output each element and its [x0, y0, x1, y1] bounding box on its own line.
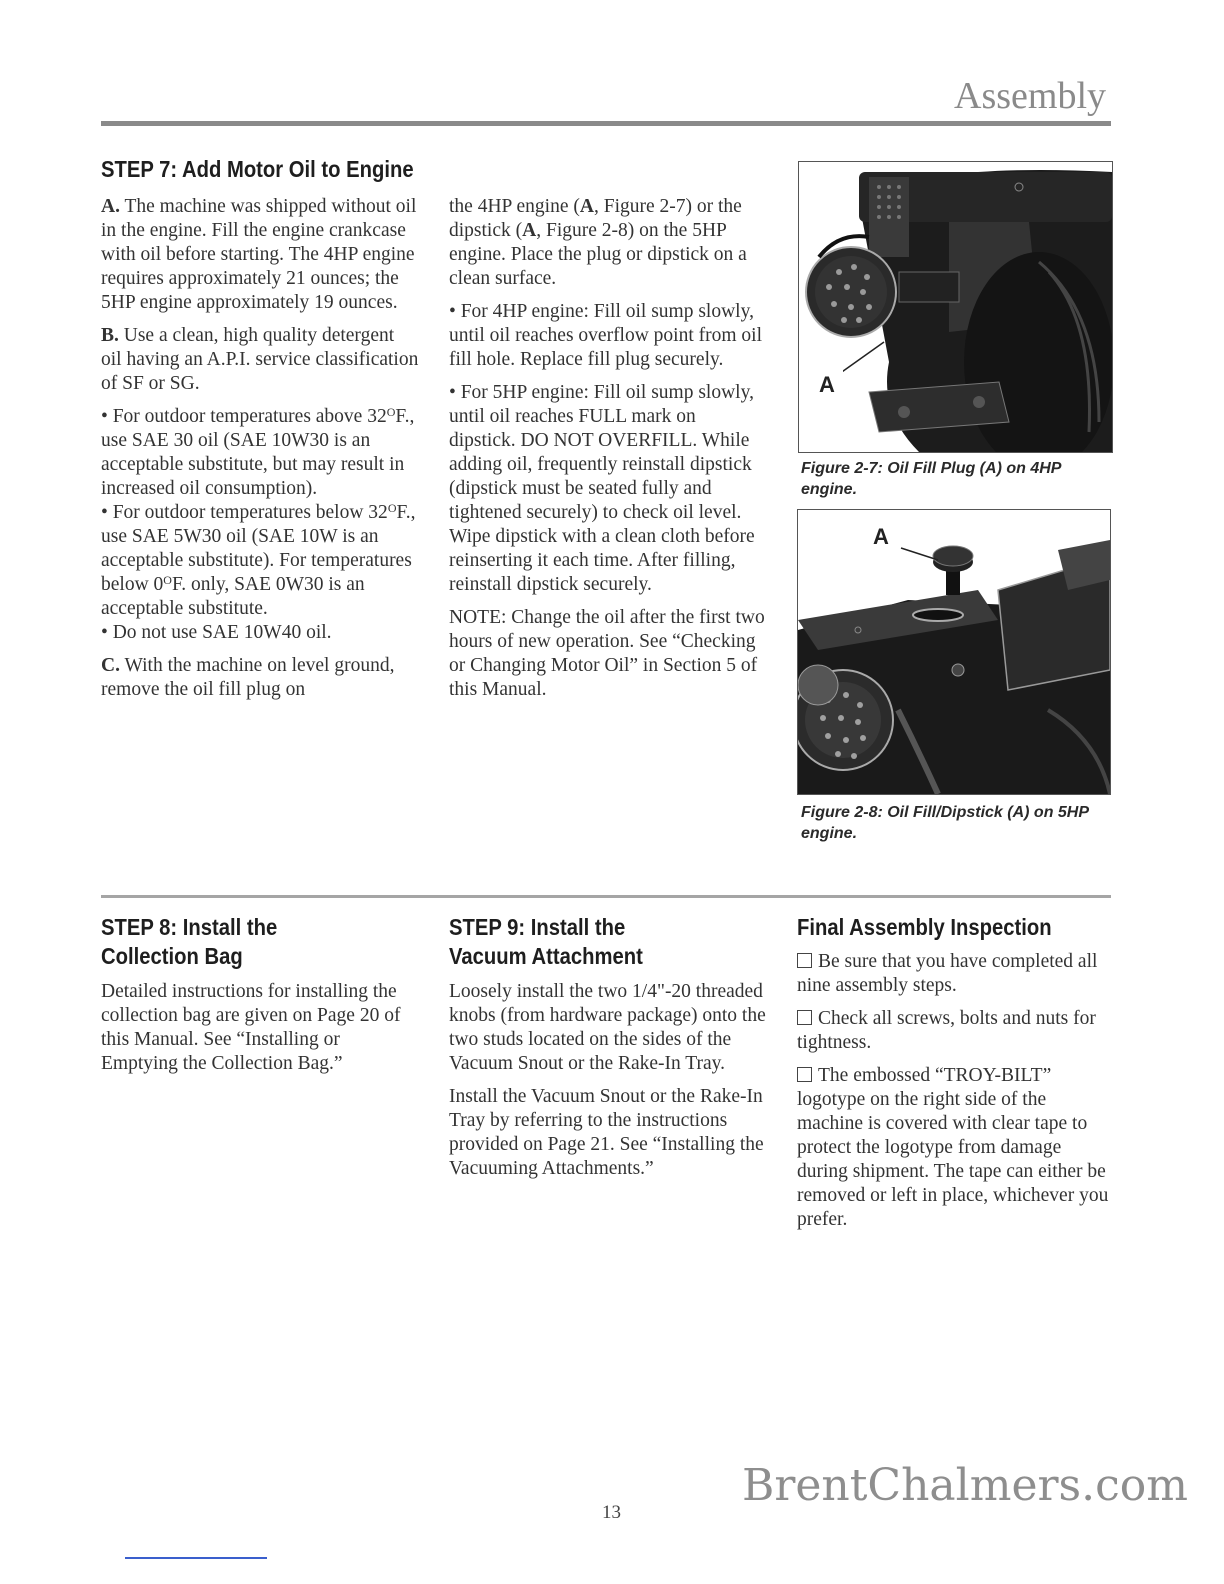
checkbox-icon — [797, 1067, 812, 1082]
step7-bullet-3: • Do not use SAE 10W40 oil. — [101, 622, 332, 643]
checkbox-icon — [797, 953, 812, 968]
figure-2-8-caption: Figure 2-8: Oil Fill/Dipstick (A) on 5HP engine. — [801, 804, 1089, 842]
figure-2-8 — [797, 509, 1111, 795]
step8-text: Detailed instructions for installing the collection bag are given on Page 20 of this Manual. See “Installing or Emptying the Collection Bag.” — [101, 981, 401, 1074]
step7-bullet-1: • For outdoor temperatures above $32^OF$., use SAE 30 oil (SAE 10W30 is an acceptable substitute, but may result in increased oil consumption). — [101, 405, 415, 499]
step7-column-1 — [101, 195, 419, 711]
engine-5hp-illustration — [798, 510, 1110, 794]
watermark: BrentChalmers.com — [742, 1460, 1188, 1511]
step7-para-a: A. The machine was shipped without oil in the engine. Fill the engine crankcase with oil before starting. The 4HP engine requires approximately 21 ounces; the 5HP engine approximately 19 ounces. — [101, 196, 417, 313]
step7-5hp-bullet: • For 5HP engine: Fill oil sump slowly, until oil reaches FULL mark on dipstick. DO NOT OVERFILL. While adding oil, frequently reinstall dipstick (dipstick must be seated fully and tightened securely) to check oil level. Wipe dipstick with a clean cloth before reinserting it each time. After filling, reinstall dipstick securely. — [449, 382, 755, 595]
footer-line — [125, 1557, 267, 1559]
checkbox-icon — [797, 1010, 812, 1025]
step7-title: STEP 7: Add Motor Oil to Engine — [101, 156, 414, 182]
final-inspection-list — [797, 950, 1115, 1241]
step7-4hp-bullet: • For 4HP engine: Fill oil sump slowly, until oil reaches overflow point from oil fill hole. Replace fill plug securely. — [449, 301, 763, 370]
step7-para-c-cont: the 4HP engine (A, Figure 2-7) or the dipstick (A, Figure 2-8) on the 5HP engine. Place the plug or dipstick on a clean surface. — [449, 196, 747, 289]
step9-title: STEP 9: Install the Vacuum Attachment — [449, 914, 643, 969]
step9-text — [449, 980, 767, 1190]
checklist-item: Check all screws, bolts and nuts for tightness. — [797, 1008, 1096, 1053]
checklist-item: Be sure that you have completed all nine assembly steps. — [797, 951, 1098, 996]
checklist-item: The embossed “TROY-BILT” logotype on the right side of the machine is covered with clear tape to protect the logotype from damage during shipment. The tape can either be removed or left in place, whichever you prefer. — [797, 1065, 1109, 1230]
figure-2-8-label: A — [873, 524, 889, 549]
header-rule — [101, 121, 1111, 126]
step7-para-b: B. Use a clean, high quality detergent oil having an A.P.I. service classification of SF or SG. — [101, 325, 419, 394]
step7-bullet-2: • For outdoor temperatures below $32^OF$., use SAE 5W30 oil (SAE 10W is an acceptable substitute). For temperatures below $0^OF$. only, SAE 0W30 is an acceptable substitute. — [101, 501, 416, 619]
step7-para-c: C. With the machine on level ground, remove the oil fill plug on — [101, 655, 395, 700]
figure-2-7 — [798, 161, 1113, 453]
section-divider — [101, 895, 1111, 898]
step9-para-2: Install the Vacuum Snout or the Rake-In Tray by referring to the instructions provided on Page 21. See “Installing the Vacuuming Attachments.” — [449, 1086, 764, 1179]
step7-column-2 — [449, 195, 767, 711]
figure-2-7-caption: Figure 2-7: Oil Fill Plug (A) on 4HP engine. — [801, 460, 1061, 498]
figure-2-7-label: A — [819, 372, 835, 397]
page-header-title: Assembly — [954, 75, 1106, 117]
page-number: 13 — [602, 1502, 621, 1523]
final-inspection-title: Final Assembly Inspection — [797, 914, 1052, 940]
step9-para-1: Loosely install the two 1/4"-20 threaded knobs (from hardware package) onto the two studs located on the sides of the Vacuum Snout or the Rake-In Tray. — [449, 981, 766, 1074]
step7-note: NOTE: Change the oil after the first two hours of new operation. See “Checking or Changing Motor Oil” in Section 5 of this Manual. — [449, 607, 765, 700]
step8-title: STEP 8: Install the Collection Bag — [101, 914, 278, 969]
engine-4hp-illustration — [799, 162, 1112, 452]
